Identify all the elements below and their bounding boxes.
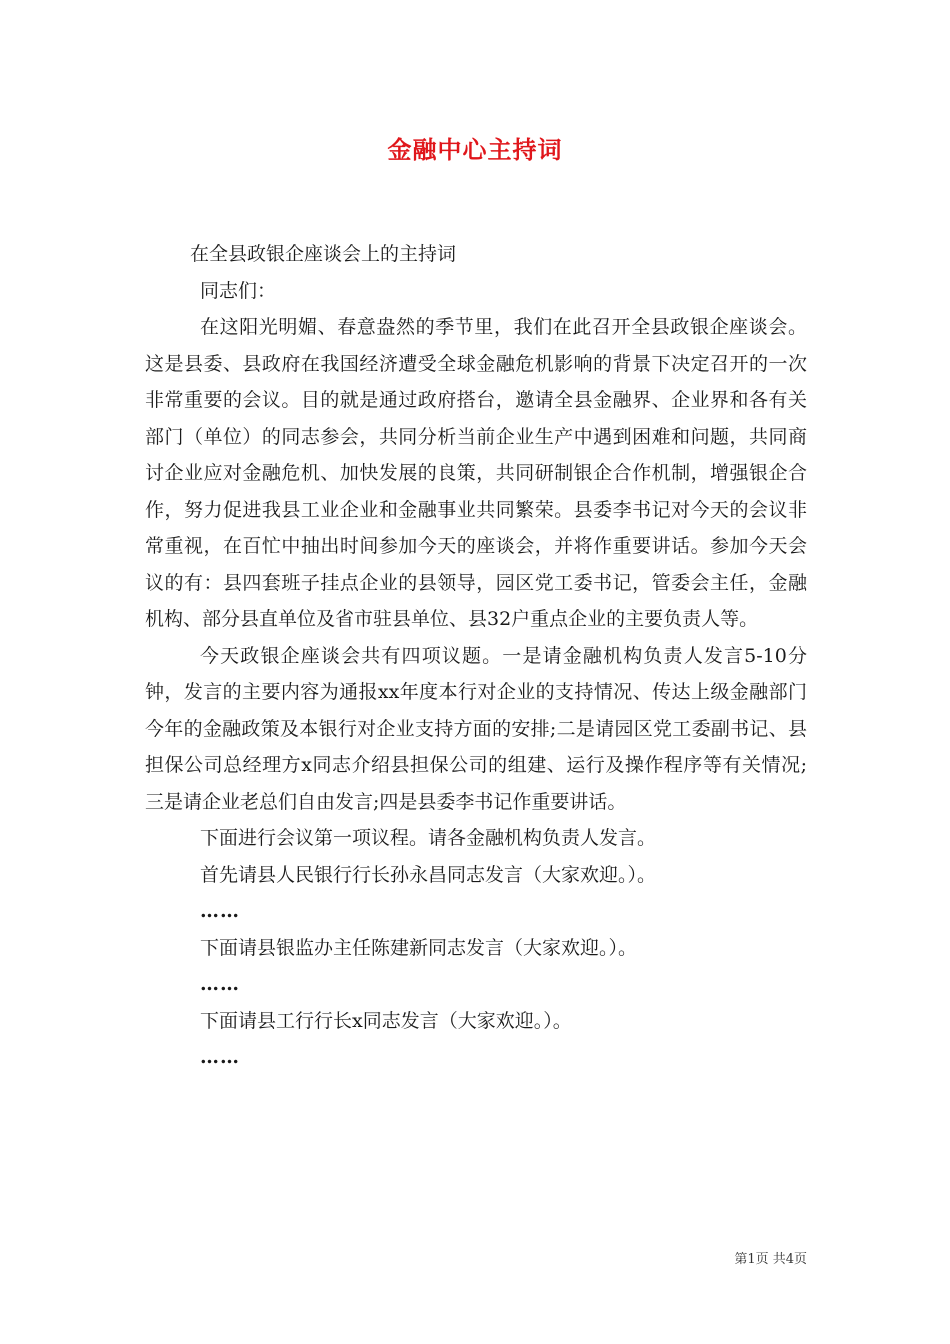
ellipsis: …… [200, 900, 240, 922]
document-title: 金融中心主持词 [387, 135, 563, 164]
document-body [145, 236, 807, 1076]
speaker-line: 下面请县工行行长x同志发言（大家欢迎。）。 [200, 1009, 572, 1032]
speaker-line: 首先请县人民银行行长孙永昌同志发言（大家欢迎。）。 [200, 863, 657, 886]
paragraph-opening: 在这阳光明媚、春意盎然的季节里，我们在此召开全县政银企座谈会。这是县委、县政府在我国经济遭受全球金融危机影响的背景下决定召开的一次非常重要的会议。目的就是通过政府搭台，邀请全县金融界、企业界和各有关部门（单位）的同志参会，共同分析当前企业生产中遇到困难和问题，共同商讨企业应对金融危机、加快发展的良策，共同研制银企合作机制，增强银企合作，努力促进我县工业企业和金融事业共同繁荣。县委李书记对今天的会议非常重视，在百忙中抽出时间参加今天的座谈会，并将作重要讲话。参加今天会议的有：县四套班子挂点企业的县领导，园区党工委书记，管委会主任，金融机构、部分县直单位及省市驻县单位、县32户重点企业的主要负责人等。 [145, 316, 807, 630]
speaker-line: 下面请县银监办主任陈建新同志发言（大家欢迎。）。 [200, 936, 638, 959]
page-number: 第1页 共4页 [734, 1252, 807, 1267]
ellipsis: …… [200, 1046, 240, 1068]
document-subtitle: 在全县政银企座谈会上的主持词 [190, 243, 457, 265]
ellipsis: …… [200, 973, 240, 995]
agenda-line: 下面进行会议第一项议程。请各金融机构负责人发言。 [200, 827, 657, 849]
paragraph-agenda: 今天政银企座谈会共有四项议题。一是请金融机构负责人发言5-10分钟，发言的主要内容为通报xx年度本行对企业的支持情况、传达上级金融部门今年的金融政策及本银行对企业支持方面的安排;二是请园区党工委副书记、县担保公司总经理方x同志介绍县担保公司的组建、运行及操作程序等有关情况;三是请企业老总们自由发言;四是县委李书记作重要讲话。 [145, 644, 807, 813]
greeting: 同志们： [200, 279, 277, 302]
